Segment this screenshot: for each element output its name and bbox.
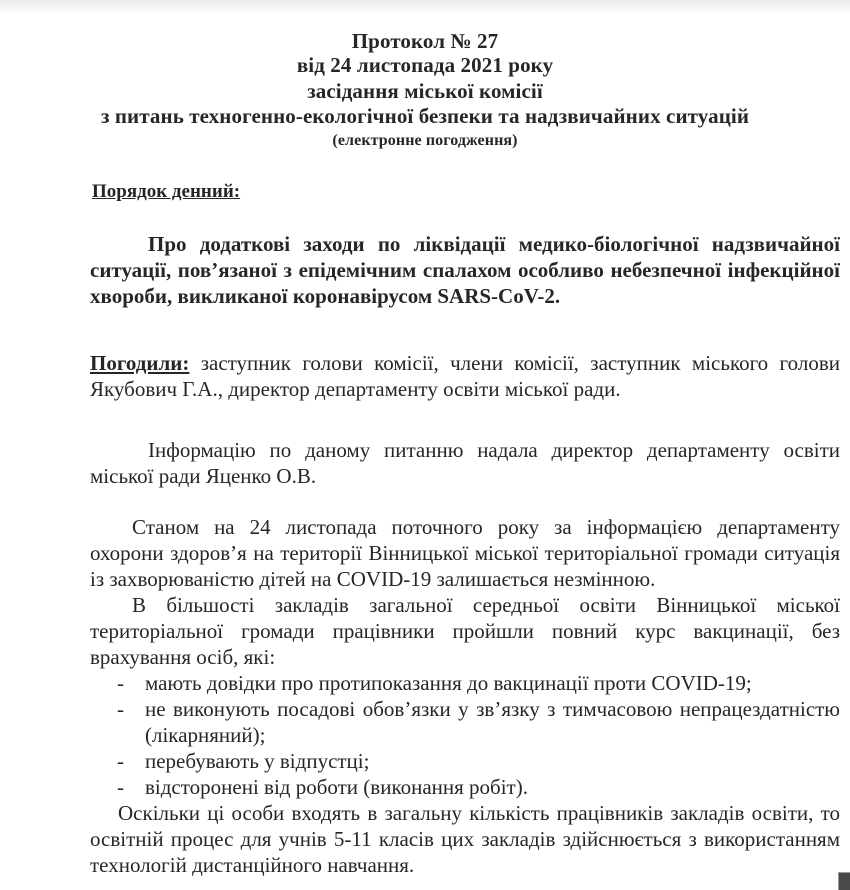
agenda-label: Порядок денний: [92, 181, 241, 202]
list-item-text: відсторонені від роботи (виконання робіт). [145, 775, 528, 799]
corner-widget [838, 872, 850, 890]
list-item-text: мають довідки про протипоказання до вакцинації проти COVID-19; [145, 671, 752, 695]
protocol-date: від 24 листопада 2021 року [296, 53, 554, 77]
list-item-text: не виконують посадові обов’язки у зв’язку з тимчасовою непрацездатністю (лікарняний); [145, 697, 840, 747]
approval-mode: (електронне погодження) [332, 132, 518, 149]
list-dash: - [117, 749, 124, 773]
commission-title: з питань техногенно-екологічної безпеки та надзвичайних ситуацій [100, 104, 750, 128]
agreed-text: заступник голови комісії, члени комісії, заступник міського голови Якубович Г.А., директор департаменту освіти міської ради. [90, 351, 840, 401]
list-item [117, 696, 840, 748]
list-dash: - [117, 697, 124, 721]
majority-paragraph: В більшості закладів загальної середньої освіти Вінницької міської територіальної громади працівники пройшли повний курс вакцинації, без врахування осіб, які: [90, 593, 840, 669]
status-paragraph: Станом на 24 листопада поточного року за інформацією департаменту охорони здоров’я на території Вінницької міської територіальної громади ситуація із захворюваністю дітей на COVID-19 залишається незмінною. [90, 515, 840, 591]
meeting-title: засідання міської комісії [307, 79, 543, 103]
list-item [117, 670, 840, 696]
agreed-paragraph [90, 350, 840, 402]
protocol-title: Протокол № 27 [351, 29, 499, 53]
conclusion-paragraph: Оскільки ці особи входять в загальну кількість працівників закладів освіти, то освітній процес для учнів 5-11 класів цих закладів здійснюється з використанням технологій дистанційного навчання. [90, 801, 840, 877]
list-item [117, 748, 840, 774]
list-dash: - [117, 671, 124, 695]
info-paragraph: Інформацію по даному питанню надала директор департаменту освіти міської ради Яценко О.В. [90, 438, 840, 488]
list-item [117, 774, 840, 800]
list-item-text: перебувають у відпустці; [145, 749, 370, 773]
agenda-text: Про додаткові заходи по ліквідації медико-біологічної надзвичайної ситуації, пов’язаної з епідемічним спалахом особливо небезпечної інфекційної хвороби, викликаної коронавірусом SARS-CoV-2. [90, 232, 840, 308]
agreed-label: Погодили: [90, 351, 190, 375]
list-dash: - [117, 775, 124, 799]
